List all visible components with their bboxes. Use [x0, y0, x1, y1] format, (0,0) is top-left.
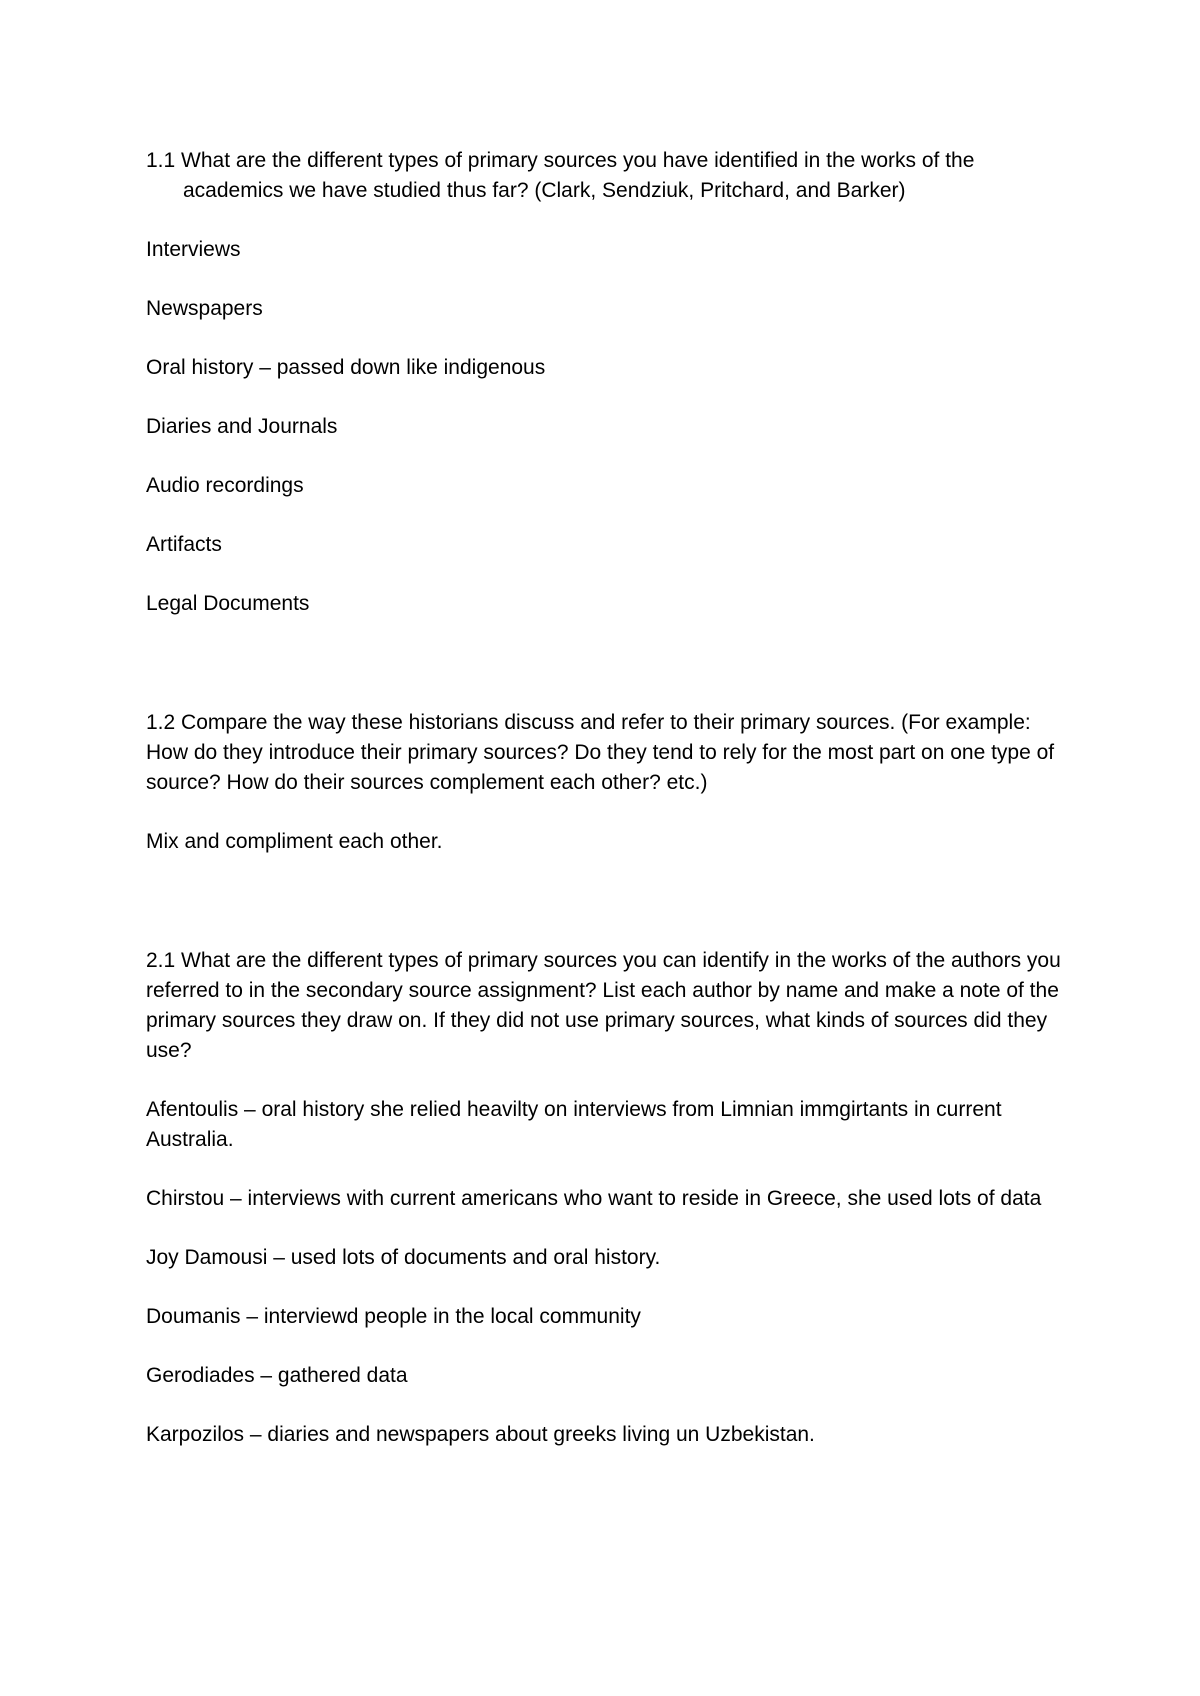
- answer-item: Karpozilos – diaries and newspapers about greeks living un Uzbekistan.: [146, 1423, 815, 1446]
- document-body: [146, 146, 1066, 1450]
- answer-item: Oral history – passed down like indigenous: [146, 356, 546, 379]
- answer-item: Interviews: [146, 238, 241, 261]
- question-number: 1.2: [146, 711, 176, 734]
- answer-item: Mix and compliment each other.: [146, 830, 443, 853]
- question-text: Compare the way these historians discuss and refer to their primary sources. (For example: How do they introduce their primary sources? Do they tend to rely for the most part on one type of source? How do their sources complement each other? etc.): [146, 711, 1055, 794]
- answer-item: Audio recordings: [146, 474, 304, 497]
- answer-item: Legal Documents: [146, 592, 310, 615]
- answer-item: Afentoulis – oral history she relied heavilty on interviews from Limnian immgirtants in current Australia.: [146, 1098, 1002, 1151]
- answer-item: Artifacts: [146, 533, 222, 556]
- answer-item: Chirstou – interviews with current americans who want to reside in Greece, she used lots of data: [146, 1187, 1042, 1210]
- question-number: 1.1: [146, 149, 176, 172]
- question-1-2: [146, 708, 1066, 798]
- answer-item: Newspapers: [146, 297, 263, 320]
- question-text: What are the different types of primary sources you can identify in the works of the authors you referred to in the secondary source assignment? List each author by name and make a note of the primary sources they draw on. If they did not use primary sources, what kinds of sources did they use?: [146, 949, 1061, 1062]
- answer-item: Joy Damousi – used lots of documents and oral history.: [146, 1246, 661, 1269]
- answer-item: Doumanis – interviewd people in the local community: [146, 1305, 641, 1328]
- answer-item: Diaries and Journals: [146, 415, 338, 438]
- answer-item: Gerodiades – gathered data: [146, 1364, 408, 1387]
- question-2-1: [146, 946, 1066, 1066]
- question-number: 2.1: [146, 949, 176, 972]
- question-text: What are the different types of primary sources you have identified in the works of the academics we have studied thus far? (Clark, Sendziuk, Pritchard, and Barker): [175, 149, 975, 202]
- question-1-1: [146, 146, 1066, 206]
